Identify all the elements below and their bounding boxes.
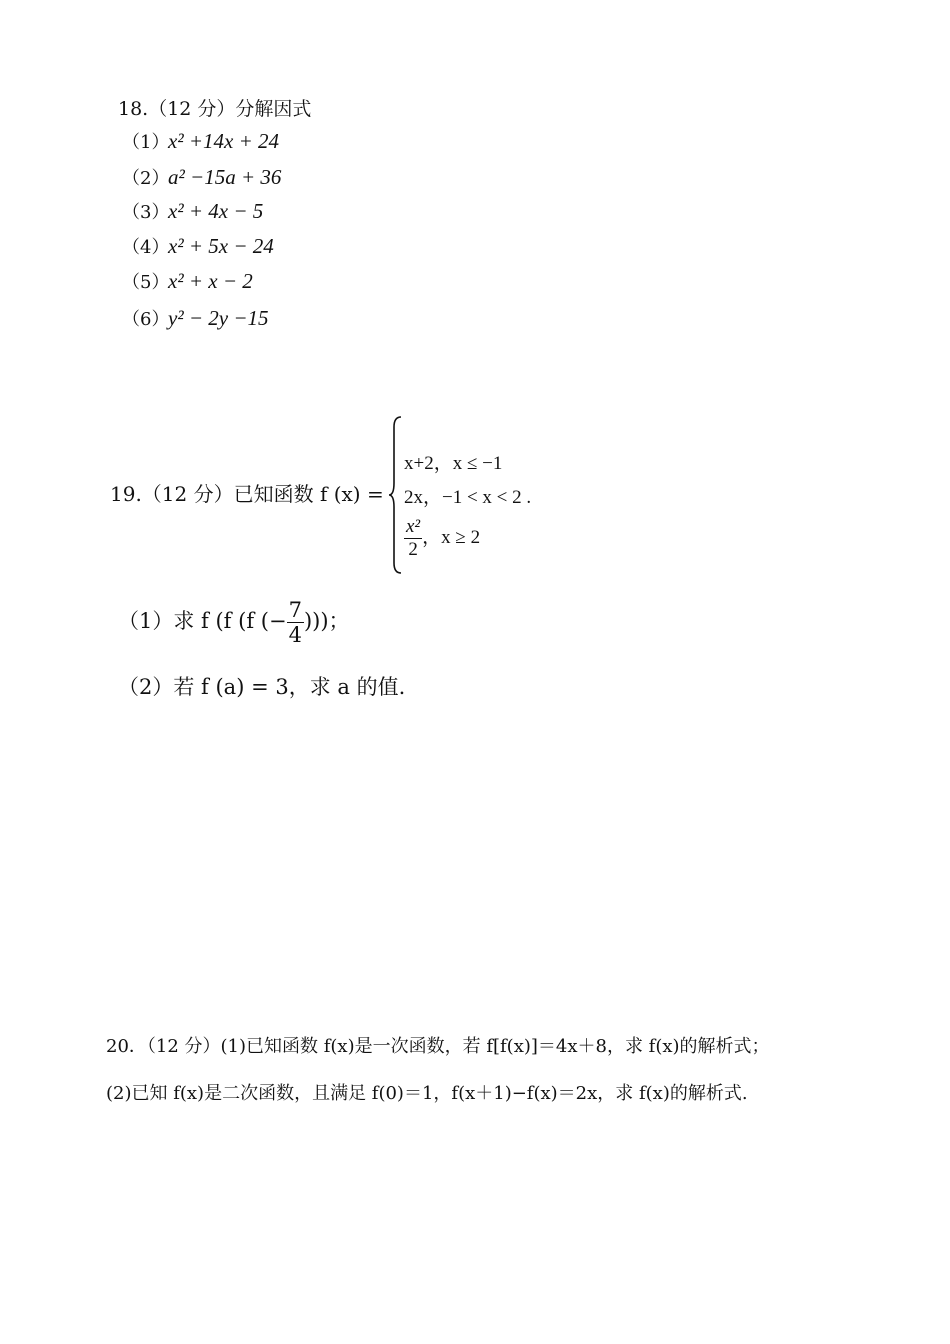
- fraction-denominator: 2: [408, 539, 418, 560]
- q18-title: 18.（12 分）分解因式: [118, 98, 312, 120]
- q18-item-3: [122, 198, 263, 224]
- piecewise-case-2: 2x，−1 < x < 2 .: [404, 487, 532, 508]
- q20-line-2: (2)已知 f(x)是二次函数，且满足 f(0)＝1，f(x＋1)−f(x)＝2x，求 f(x)的解析式.: [106, 1083, 748, 1104]
- item-number: （3）: [122, 202, 170, 223]
- sub1-suffix: )))；: [303, 609, 350, 633]
- fraction-x2-over-2: [404, 516, 422, 561]
- piecewise-brace: [388, 415, 404, 575]
- item-number: （5）: [122, 272, 170, 293]
- fraction-denominator: 4: [288, 623, 302, 647]
- q18-item-1: [122, 128, 279, 154]
- item-expression: x² + x − 2: [168, 269, 253, 293]
- q19-sub-1: [118, 598, 350, 647]
- item-number: （2）: [122, 168, 170, 189]
- item-expression: y² − 2y −15: [168, 306, 269, 330]
- q20-line-1: 20．（12 分）(1)已知函数 f(x)是一次函数，若 f[f(x)]＝4x＋8，求 f(x)的解析式；: [106, 1036, 770, 1057]
- fraction-numerator: 7: [288, 598, 302, 622]
- item-number: （4）: [122, 237, 170, 258]
- item-number: （1）: [122, 132, 170, 153]
- case-condition: ，x ≥ 2: [422, 526, 481, 548]
- item-expression: a² −15a + 36: [168, 165, 282, 189]
- q18-item-2: [122, 164, 281, 190]
- fraction-7-over-4: [287, 598, 304, 647]
- item-expression: x² +14x + 24: [168, 129, 280, 153]
- piecewise-case-1: x+2，x ≤ −1: [404, 453, 503, 474]
- fraction-numerator: x²: [406, 516, 421, 537]
- q18-item-4: [122, 233, 274, 259]
- item-expression: x² + 4x − 5: [168, 199, 264, 223]
- q18-item-6: [122, 305, 269, 331]
- q19-label: 19.（12 分）已知函数 f (x) =: [110, 482, 384, 506]
- item-number: （6）: [122, 309, 170, 330]
- item-expression: x² + 5x − 24: [168, 234, 274, 258]
- piecewise-case-3: [404, 516, 480, 561]
- q18-item-5: [122, 268, 253, 294]
- q19-sub-2: （2）若 f (a) = 3，求 a 的值.: [118, 675, 406, 699]
- sub1-prefix: （1）求 f (f (f (−: [118, 609, 287, 633]
